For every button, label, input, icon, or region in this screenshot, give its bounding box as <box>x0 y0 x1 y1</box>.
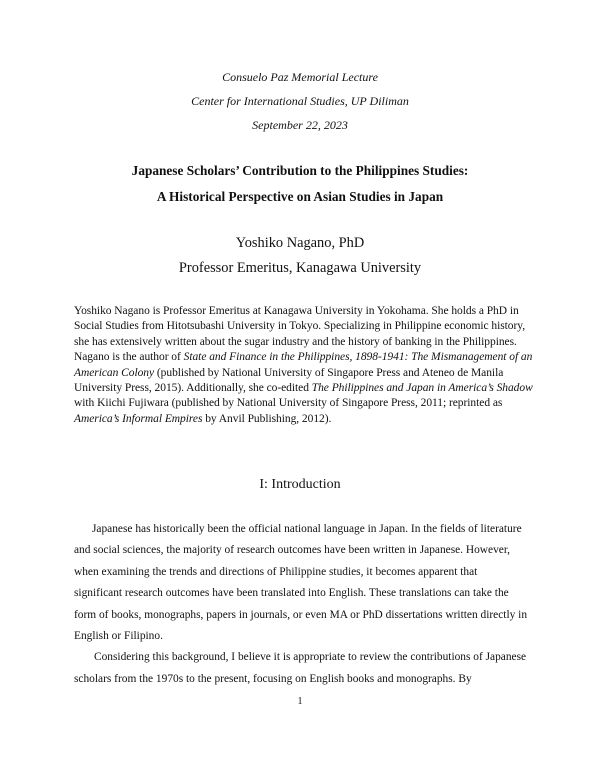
title-line-1: Japanese Scholars’ Contribution to the Philippines Studies: <box>131 163 469 178</box>
bio-book-title-3: America’s Informal Empires <box>74 412 203 425</box>
bio-text-2: (published by National University of Singapore Press and Ateneo de Manila University Press, 2015). Additionally, she co-edited <box>74 366 504 395</box>
venue: Center for International Studies, UP Diliman <box>191 94 409 108</box>
bio-text-4: by Anvil Publishing, 2012). <box>202 412 332 425</box>
bio-text-1: Yoshiko Nagano is Professor Emeritus at Kanagawa University in Yokohama. She holds a PhD in Social Studies from Hitotsubashi University in Tokyo. Specializing in Philippine economic history, she has extensively written about the sugar industry and the history of banking in the Philippines. Nagano is the author of <box>74 305 526 364</box>
paragraph-1: Japanese has historically been the official national language in Japan. In the fields of literature and social sciences, the majority of research outcomes have been written in Japanese. However, when examining the trends and directions of Philippine studies, it becomes apparent that significant research outcomes have been translated into English. These translations can take the form of books, monographs, papers in journals, or even MA or PhD dissertations written directly in English or Filipino. <box>74 523 528 643</box>
title-line-2: A Historical Perspective on Asian Studies in Japan <box>156 189 444 204</box>
author-bio <box>74 304 534 427</box>
section-body <box>74 519 528 690</box>
lecture-name: Consuelo Paz Memorial Lecture <box>222 70 378 84</box>
bio-book-title-1: State and Finance in the Philippines, 1898-1941: The Mismanagement of an American Colony <box>74 351 533 379</box>
page-number: 1 <box>297 696 303 707</box>
bio-text-3: with Kiichi Fujiwara (published by National University of Singapore Press, 2011; reprinted as <box>74 397 503 410</box>
lecture-date: September 22, 2023 <box>252 118 348 132</box>
author-name: Yoshiko Nagano, PhD <box>235 235 365 251</box>
section-heading: I: Introduction <box>259 477 341 492</box>
paragraph-2: Considering this background, I believe it is appropriate to review the contributions of Japanese scholars from the 1970s to the present, focusing on English books and monographs. By <box>74 651 527 685</box>
bio-book-title-2: The Philippines and Japan in America’s Shadow <box>311 382 533 395</box>
author-affiliation: Professor Emeritus, Kanagawa University <box>178 260 422 276</box>
